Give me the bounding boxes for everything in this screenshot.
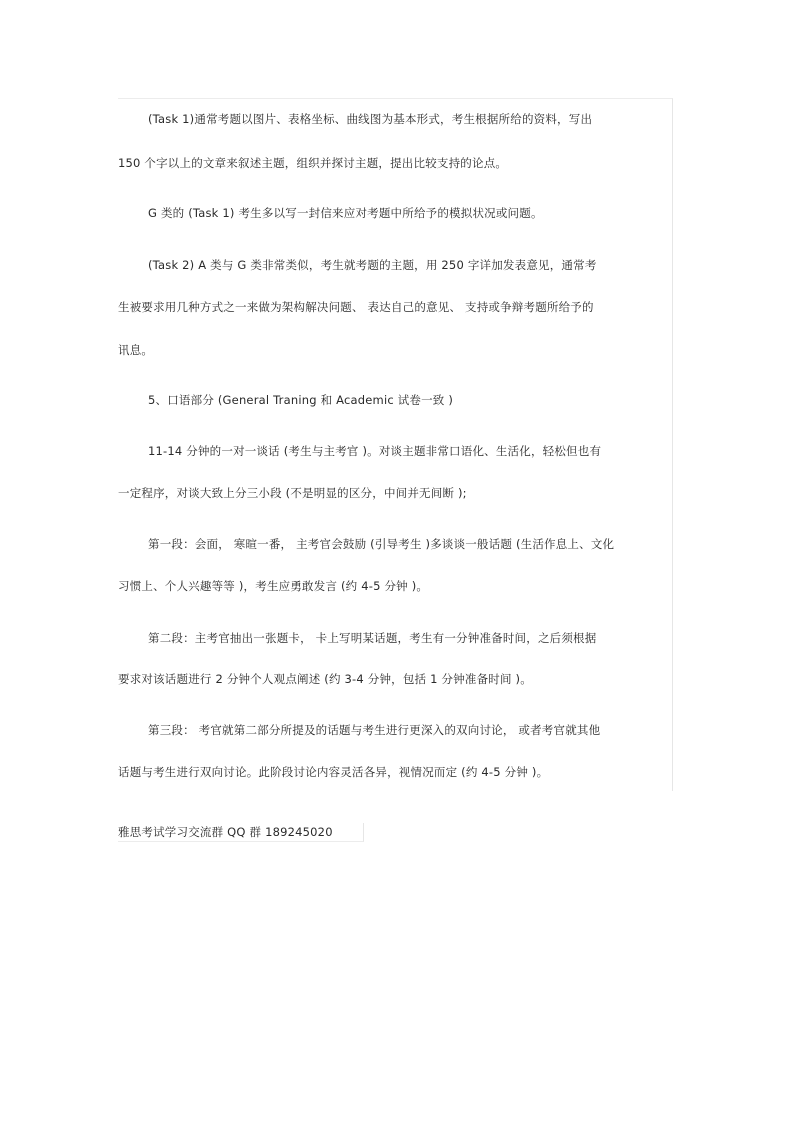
section-speaking-heading: 5、口语部分 (General Traning 和 Academic 试卷一致 ) (148, 393, 454, 407)
paragraph-part3-line2: 话题与考生进行双向讨论。此阶段讨论内容灵活各异，视情况而定 (约 4-5 分钟 )。 (118, 765, 549, 779)
paragraph-g-task1: G 类的 (Task 1) 考生多以写一封信来应对考题中所给予的模拟状况或问题。 (148, 206, 543, 220)
paragraph-task1-line1: (Task 1)通常考题以图片、表格坐标、曲线图为基本形式，考生根据所给的资料，写出 (148, 112, 593, 126)
paragraph-task2-line2: 生被要求用几种方式之一来做为架构解决问题、 表达自己的意见、 支持或争辩考题所给予的 (118, 300, 594, 314)
paragraph-part1-line1: 第一段：会面， 寒暄一番， 主考官会鼓励 (引导考生 )多谈谈一般话题 (生活作息上、文化 (148, 537, 615, 551)
footer-note: 雅思考试学习交流群 QQ 群 189245020 (118, 825, 333, 839)
paragraph-task1-line2: 150 个字以上的文章来叙述主题，组织并探讨主题，提出比较支持的论点。 (118, 156, 508, 170)
paragraph-speaking-line2: 一定程序，对谈大致上分三小段 (不是明显的区分，中间并无间断 ); (118, 486, 467, 500)
paragraph-speaking-line1: 11-14 分钟的一对一谈话 (考生与主考官 )。对谈主题非常口语化、生活化，轻松但也有 (148, 444, 602, 458)
paragraph-part1-line2: 习惯上、个人兴趣等等 )，考生应勇敢发言 (约 4-5 分钟 )。 (118, 579, 429, 593)
paragraph-part2-line1: 第二段：主考官抽出一张题卡， 卡上写明某话题，考生有一分钟准备时间，之后须根据 (148, 631, 597, 645)
paragraph-task2-line1: (Task 2) A 类与 G 类非常类似，考生就考题的主题，用 250 字详加发表意见，通常考 (148, 258, 597, 272)
paragraph-task2-line3: 讯息。 (118, 343, 154, 357)
paragraph-part3-line1: 第三段： 考官就第二部分所提及的话题与考生进行更深入的双向讨论， 或者考官就其他 (148, 723, 601, 737)
paragraph-part2-line2: 要求对该话题进行 2 分钟个人观点阐述 (约 3-4 分钟，包括 1 分钟准备时间 )。 (118, 672, 532, 686)
